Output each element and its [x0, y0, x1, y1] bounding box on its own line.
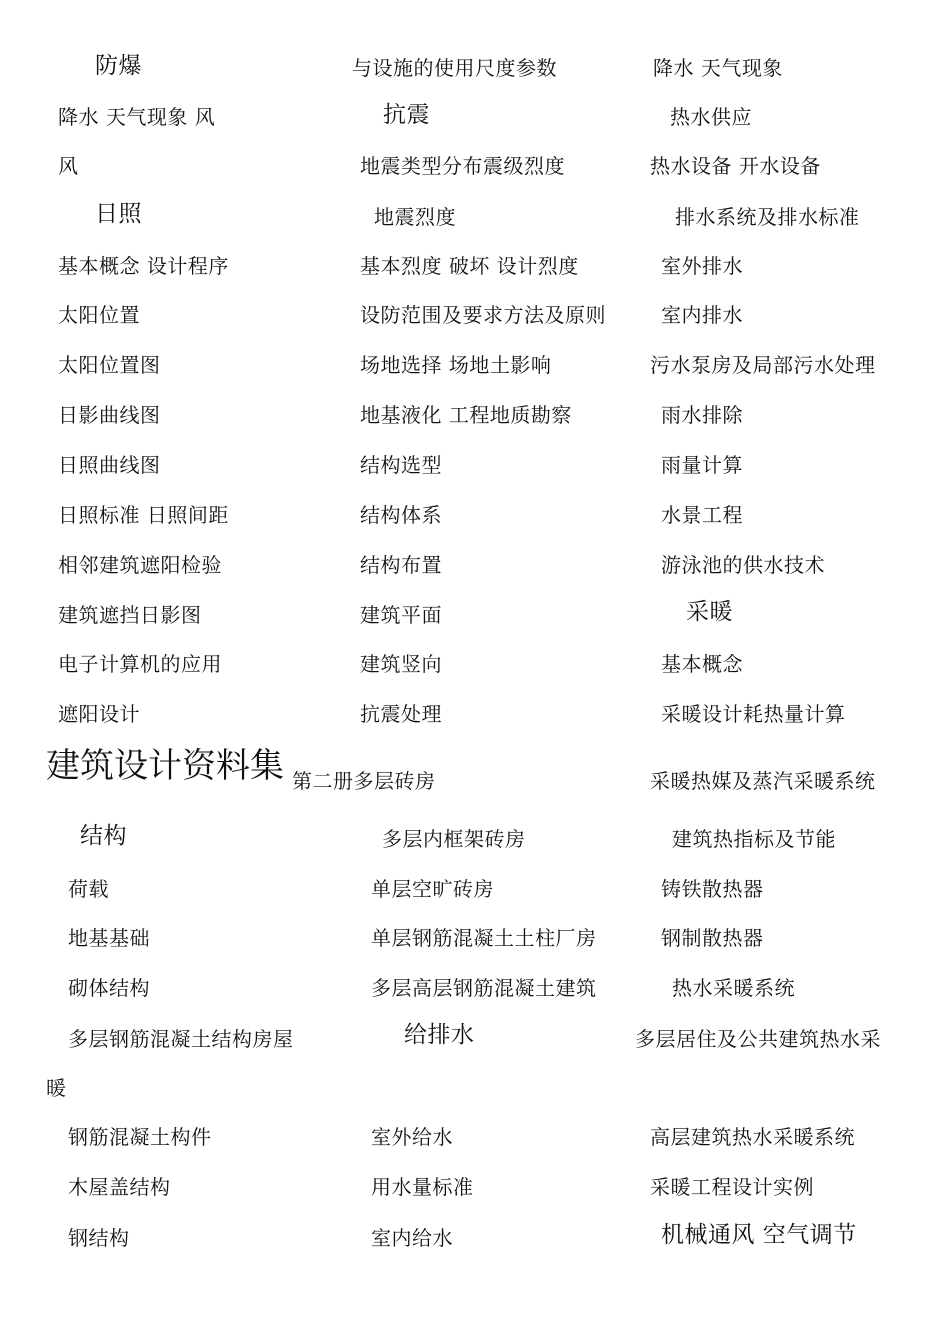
- list-item: 建筑遮挡日影图: [58, 603, 202, 627]
- list-item: 地震烈度: [374, 205, 456, 229]
- list-item: 地震类型分布震级烈度: [360, 154, 565, 178]
- list-item: 高层建筑热水采暖系统: [650, 1125, 855, 1149]
- list-item: 相邻建筑遮阳检验: [58, 553, 222, 577]
- list-item: 多层钢筋混凝土结构房屋: [68, 1027, 294, 1051]
- list-item: 钢结构: [68, 1226, 130, 1250]
- list-item: 室外给水: [371, 1125, 453, 1149]
- list-item: 用水量标准: [371, 1175, 474, 1199]
- list-item: 建筑竖向: [360, 652, 442, 676]
- list-item: 钢筋混凝土构件: [68, 1125, 212, 1149]
- list-item: 与设施的使用尺度参数: [352, 56, 557, 80]
- list-item: 单层空旷砖房: [371, 877, 494, 901]
- list-item: 日照曲线图: [58, 453, 161, 477]
- list-item: 多层高层钢筋混凝土建筑: [371, 976, 597, 1000]
- list-item: 日照标准 日照间距: [58, 503, 229, 527]
- list-item: 排水系统及排水标准: [675, 205, 860, 229]
- book-title: 建筑设计资料集: [46, 746, 284, 786]
- list-item: 结构布置: [360, 553, 442, 577]
- section-heading-rizhao: 日照: [95, 201, 142, 227]
- list-item: 基本概念: [661, 652, 743, 676]
- list-item: 钢制散热器: [661, 926, 764, 950]
- list-item: 建筑平面: [360, 603, 442, 627]
- section-heading-cainuan: 采暖: [686, 599, 733, 625]
- list-item: 风: [58, 154, 79, 178]
- list-item: 热水供应: [670, 105, 752, 129]
- list-item: 多层内框架砖房: [382, 827, 526, 851]
- section-heading-tongfeng-kongtiao: 机械通风 空气调节: [661, 1222, 857, 1248]
- list-item: 遮阳设计: [58, 702, 140, 726]
- list-item: 多层居住及公共建筑热水采: [635, 1027, 881, 1051]
- list-item: 室内给水: [371, 1226, 453, 1250]
- list-item: 铸铁散热器: [661, 877, 764, 901]
- list-item: 游泳池的供水技术: [661, 553, 825, 577]
- section-heading-fangbao: 防爆: [95, 53, 142, 79]
- list-item: 场地选择 场地土影响: [360, 353, 552, 377]
- list-item: 地基基础: [68, 926, 150, 950]
- list-item: 室内排水: [661, 303, 743, 327]
- list-item: 热水采暖系统: [672, 976, 795, 1000]
- list-item: 雨水排除: [661, 403, 743, 427]
- list-item: 室外排水: [661, 254, 743, 278]
- list-item: 结构体系: [360, 503, 442, 527]
- list-item: 单层钢筋混凝土土柱厂房: [371, 926, 597, 950]
- list-item: 电子计算机的应用: [58, 652, 222, 676]
- list-item: 热水设备 开水设备: [650, 154, 821, 178]
- section-heading-geipaishui: 给排水: [404, 1022, 475, 1048]
- list-item: 太阳位置: [58, 303, 140, 327]
- volume-subtitle: 第二册多层砖房: [292, 769, 436, 793]
- list-item: 建筑热指标及节能: [672, 827, 836, 851]
- list-item: 雨量计算: [661, 453, 743, 477]
- list-item: 基本烈度 破坏 设计烈度: [360, 254, 579, 278]
- list-item: 采暖工程设计实例: [650, 1175, 814, 1199]
- list-item: 抗震处理: [360, 702, 442, 726]
- list-item: 砌体结构: [68, 976, 150, 1000]
- list-item: 日影曲线图: [58, 403, 161, 427]
- list-item-continuation: 暖: [46, 1076, 67, 1100]
- list-item: 水景工程: [661, 503, 743, 527]
- section-heading-kangzhen: 抗震: [383, 102, 430, 128]
- list-item: 木屋盖结构: [68, 1175, 171, 1199]
- list-item: 基本概念 设计程序: [58, 254, 229, 278]
- list-item: 荷载: [68, 877, 109, 901]
- list-item: 结构选型: [360, 453, 442, 477]
- list-item: 设防范围及要求方法及原则: [360, 303, 606, 327]
- list-item: 污水泵房及局部污水处理: [650, 353, 876, 377]
- list-item: 采暖热媒及蒸汽采暖系统: [650, 769, 876, 793]
- list-item: 降水 天气现象: [653, 56, 783, 80]
- list-item: 地基液化 工程地质勘察: [360, 403, 572, 427]
- list-item: 采暖设计耗热量计算: [661, 702, 846, 726]
- section-heading-jiegou: 结构: [80, 823, 127, 849]
- list-item: 降水 天气现象 风: [58, 105, 216, 129]
- list-item: 太阳位置图: [58, 353, 161, 377]
